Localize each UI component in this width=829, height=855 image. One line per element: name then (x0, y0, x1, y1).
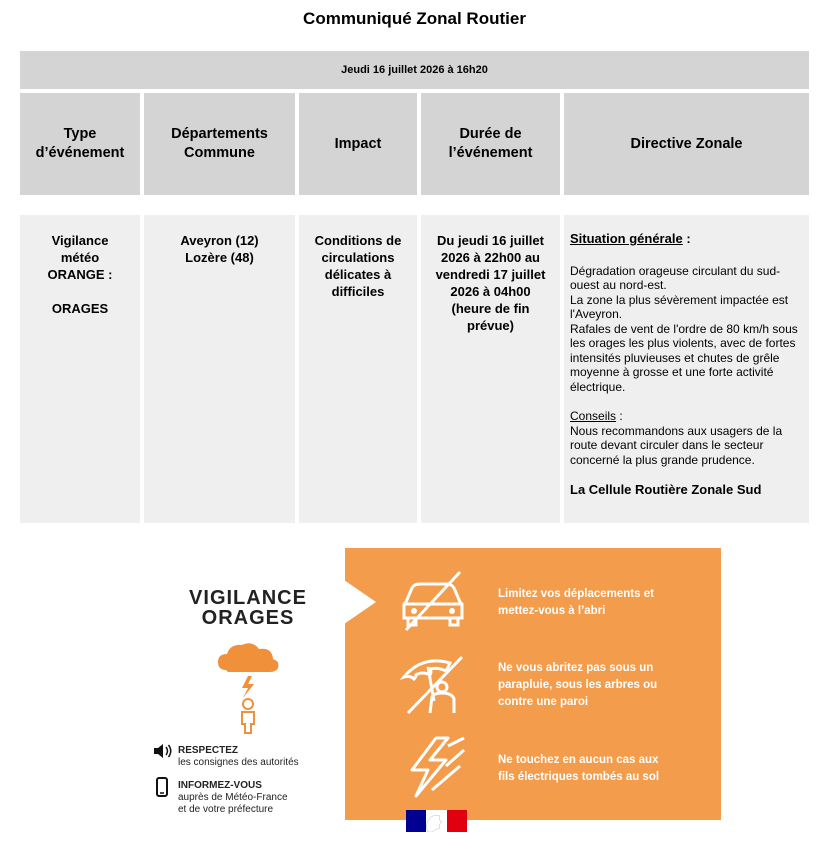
vigilance-title-line: VIGILANCE (189, 587, 307, 609)
header-dept-line: Commune (184, 145, 255, 161)
duree-line: Du jeudi 16 juillet (437, 233, 544, 248)
header-departements (144, 93, 295, 195)
marianne-profile-icon (418, 810, 452, 832)
header-type-line: Type (63, 126, 97, 142)
date-bar (20, 51, 809, 89)
car-crossed-icon (398, 570, 468, 632)
conseils-label: Conseils (570, 409, 617, 423)
advice-line: mettez-vous à l’abri (498, 605, 606, 617)
note-respectez-text: les consignes des autorités (178, 757, 299, 768)
note-informez (178, 780, 288, 816)
advice-limit-travel (498, 586, 698, 620)
situation-generale-heading (570, 232, 803, 247)
header-directive-label: Directive Zonale (630, 135, 743, 152)
advice-no-touch-wires (498, 752, 698, 786)
signature: La Cellule Routière Zonale Sud (570, 482, 762, 497)
advice-line: Ne vous abritez pas sous un (498, 662, 654, 674)
note-respectez-bold: RESPECTEZ (178, 745, 239, 756)
electric-wire-icon (402, 736, 468, 798)
phone-icon (156, 777, 168, 797)
header-impact-label: Impact (334, 135, 382, 152)
type-line: météo (60, 250, 100, 265)
note-informez-line: et de votre préfecture (178, 804, 274, 815)
cell-impact (299, 215, 417, 523)
situation-line: Rafales de vent de l'ordre de 80 km/h sous les orages les plus violents, avec de fortes intensités pluvieuses et chutes de grêle moyenne à grosse et une forte activité électrique. (570, 321, 798, 394)
note-respectez (178, 745, 299, 769)
cell-directive (564, 215, 809, 523)
header-duree-line: l’événement (448, 145, 533, 161)
duree-line: (heure de fin (451, 301, 530, 316)
note-informez-line: auprès de Météo-France (178, 792, 288, 803)
header-impact (299, 93, 417, 195)
header-duree-line: Durée de (459, 126, 522, 142)
situation-line: La zone la plus sévèrement impactée est l'Aveyron. (570, 292, 789, 321)
page-title: Communiqué Zonal Routier (303, 9, 526, 28)
advice-no-shelter (498, 660, 698, 711)
vigilance-title-line: ORAGES (201, 607, 295, 629)
impact-line: difficiles (331, 284, 385, 299)
impact-line: Conditions de (314, 233, 402, 248)
advice-line: fils électriques tombés au sol (498, 771, 660, 783)
dept-line: Lozère (48) (185, 250, 254, 265)
type-line: Vigilance (51, 233, 109, 248)
duree-line: 2026 à 22h00 au (440, 250, 541, 265)
impact-line: circulations (321, 250, 395, 265)
storm-cloud-person-icon (212, 640, 284, 736)
header-directive (564, 93, 809, 195)
duree-line: 2026 à 04h00 (450, 284, 531, 299)
advice-line: contre une paroi (498, 696, 589, 708)
date-text: Jeudi 16 juillet 2026 à 16h20 (341, 64, 488, 76)
advice-line: Limitez vos déplacements et (498, 588, 654, 600)
cell-departements (144, 215, 295, 523)
situation-generale-colon: : (682, 231, 691, 246)
impact-line: délicates à (324, 267, 392, 282)
umbrella-crossed-icon (400, 653, 468, 715)
note-informez-bold: INFORMEZ-VOUS (178, 780, 262, 791)
conseils-colon: : (616, 409, 623, 423)
duree-line: prévue) (467, 318, 514, 333)
arrow-shape (344, 580, 376, 624)
cell-duree (421, 215, 560, 523)
advice-line: Ne touchez en aucun cas aux (498, 754, 659, 766)
speaker-icon (153, 744, 173, 758)
header-type (20, 93, 140, 195)
header-type-line: d’événement (35, 145, 125, 161)
situation-line: Dégradation orageuse circulant du sud-ouest au nord-est. (570, 263, 781, 292)
header-duree (421, 93, 560, 195)
advice-line: parapluie, sous les arbres ou (498, 679, 658, 691)
type-line: ORAGES (51, 301, 109, 316)
header-dept-line: Départements (171, 126, 268, 142)
duree-line: vendredi 17 juillet (435, 267, 546, 282)
cell-type (20, 215, 140, 523)
vigilance-orages-title (163, 588, 333, 628)
type-line: ORANGE : (47, 267, 113, 282)
conseils-heading (570, 409, 803, 424)
dept-line: Aveyron (12) (180, 233, 259, 248)
conseils-text: Nous recommandons aux usagers de la route devant circuler dans le secteur concerné la plus grande prudence. (570, 423, 783, 467)
situation-generale-label: Situation générale (570, 231, 683, 246)
